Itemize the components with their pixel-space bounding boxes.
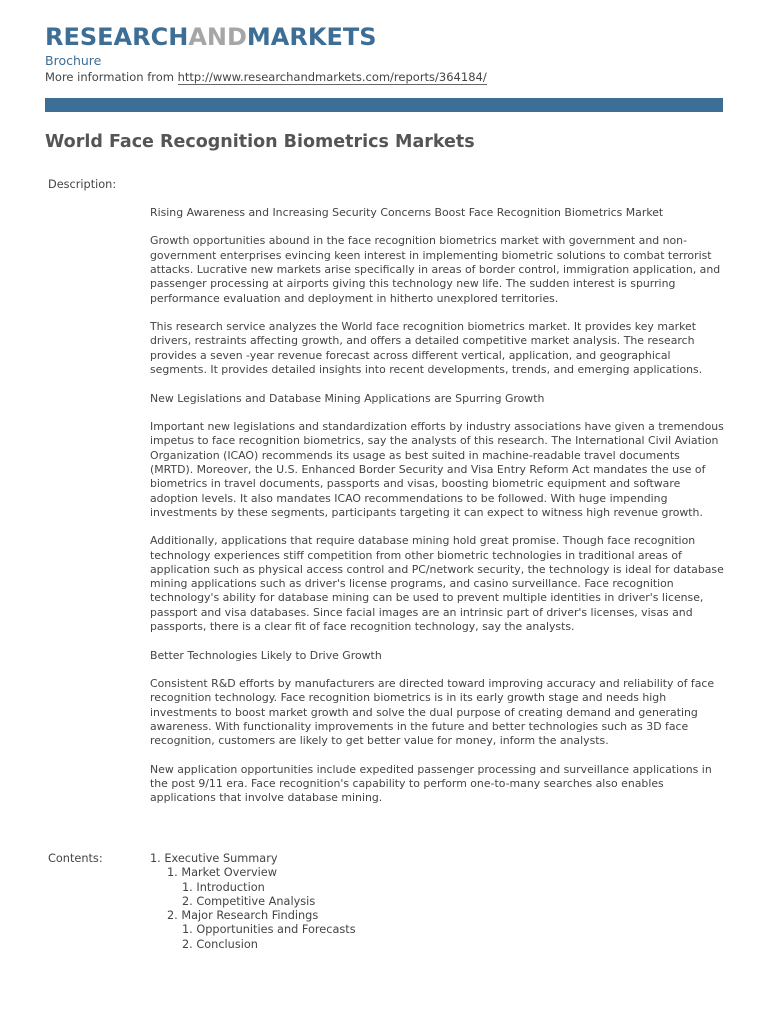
toc-item: 1. Executive Summary — [150, 852, 278, 865]
more-info-prefix: More information from — [45, 70, 178, 84]
page-title: World Face Recognition Biometrics Markets — [45, 132, 475, 152]
brochure-label: Brochure — [45, 53, 102, 68]
description-paragraph: Consistent R&D efforts by manufacturers are directed toward improving accuracy and reliability of face recognition technology. Face recognition biometrics is in its early growth stage and needs high investments to boost market growth and solve the dual purpose of creating demand and generating awareness. With functionality improvements in the future and better technologies such as 3D face recognition, customers are likely to get better value for money, inform the analysts. — [150, 677, 715, 748]
header-divider-bar — [45, 98, 723, 112]
more-info-line — [45, 70, 487, 85]
table-of-contents — [150, 852, 356, 952]
description-paragraph: This research service analyzes the World face recognition biometrics market. It provides key market drivers, restraints affecting growth, and offers a detailed competitive market analysis. The research provides a seven -year revenue forecast across different vertical, application, and geographical segments. It provides detailed insights into recent developments, trends, and emerging applications. — [150, 320, 703, 377]
description-paragraph: Important new legislations and standardization efforts by industry associations have given a tremendous impetus to face recognition biometrics, say the analysts of this research. The International Civil Aviation Organization (ICAO) recommends its usage as best suited in machine-readable travel documents (MRTD). Moreover, the U.S. Enhanced Border Security and Visa Entry Reform Act mandates the use of biometrics in travel documents, passports and visas, boosting biometric equipment and software adoption levels. It also mandates ICAO recommendations to be followed. With huge impending investments by these segments, participants targeting it can expect to witness high revenue growth. — [150, 420, 724, 519]
toc-item: 2. Conclusion — [182, 937, 258, 951]
description-paragraph: Rising Awareness and Increasing Security Concerns Boost Face Recognition Biometrics Market — [150, 206, 664, 219]
report-link[interactable]: http://www.researchandmarkets.com/reports/364184/ — [177, 70, 487, 84]
description-paragraph: Additionally, applications that require database mining hold great promise. Though face recognition technology experiences stiff competition from other biometric technologies in traditional areas of application such as physical access control and PC/network security, the technology is ideal for database mining applications such as driver's license programs, and casino surveillance. Face recognition technology's ability for database mining can be used to prevent multiple identities in driver's license, passport and visa databases. Since facial images are an intrinsic part of driver's licenses, visas and passports, there is a clear fit of face recognition technology, say the analysts. — [150, 534, 724, 634]
logo-and: AND — [188, 23, 247, 51]
toc-item: 1. Market Overview — [167, 866, 277, 880]
description-body — [150, 206, 725, 820]
contents-label: Contents: — [48, 852, 103, 865]
description-label: Description: — [48, 178, 117, 191]
toc-item: 1. Opportunities and Forecasts — [182, 923, 356, 937]
description-paragraph: New Legislations and Database Mining Applications are Spurring Growth — [150, 391, 545, 405]
toc-item: 1. Introduction — [182, 880, 265, 894]
logo-markets: MARKETS — [246, 23, 377, 51]
toc-item: 2. Competitive Analysis — [182, 894, 316, 908]
toc-item: 2. Major Research Findings — [167, 909, 319, 923]
description-paragraph: Better Technologies Likely to Drive Growth — [150, 648, 382, 662]
description-paragraph: Growth opportunities abound in the face recognition biometrics market with government and non-government enterprises evincing keen interest in implementing biometric solutions to combat terrorist attacks. Lucrative new markets arise specifically in areas of border control, immigration application, and passenger processing at airports giving this technology new life. The sudden interest is spurring performance evaluation and deployment in hitherto unexplored territories. — [150, 234, 721, 305]
researchandmarkets-logo[interactable] — [45, 22, 377, 52]
description-paragraph: New application opportunities include expedited passenger processing and surveillance applications in the post 9/11 era. Face recognition's capability to perform one-to-many searches also enables applications that involve database mining. — [150, 762, 712, 805]
logo-research: RESEARCH — [45, 23, 189, 51]
